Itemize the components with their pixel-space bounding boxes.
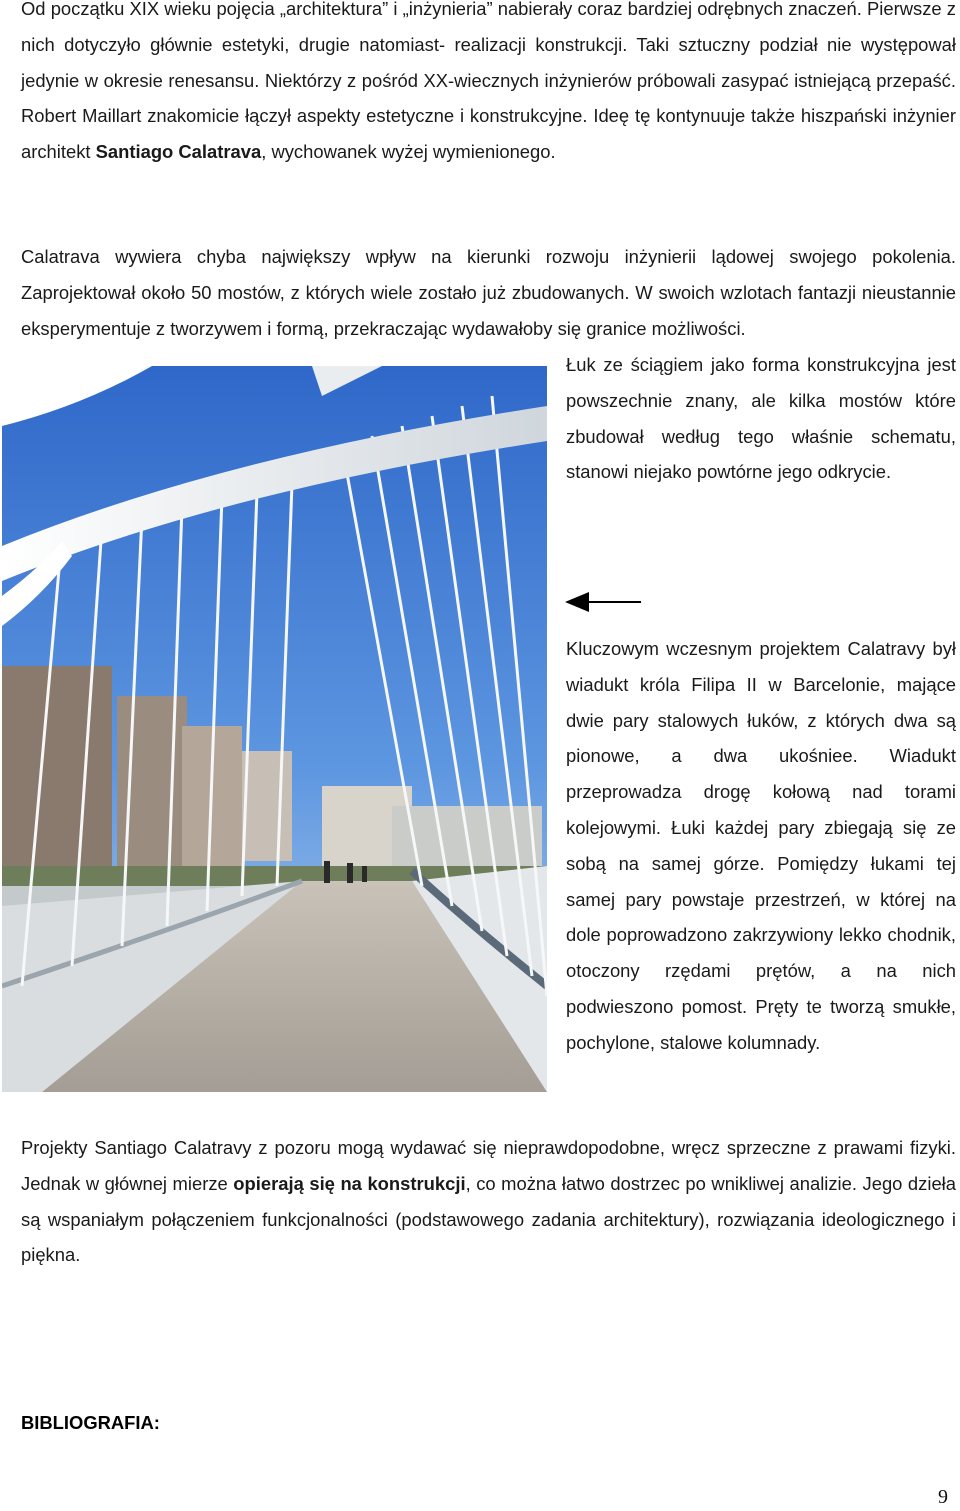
bibliography-heading: BIBLIOGRAFIA: bbox=[21, 1412, 160, 1433]
left-arrow-icon bbox=[565, 590, 641, 614]
arch-paragraph: Łuk ze ściągiem jako forma konstrukcyjna jest powszechnie znany, ale kilka mostów które zbudował według tego właśnie schematu, stanowi niejako powtórne jego odkrycie. bbox=[566, 354, 956, 483]
calatrava-name: Santiago Calatrava bbox=[95, 141, 262, 163]
summary-paragraph bbox=[21, 1130, 956, 1273]
summary-text-end: , co można łatwo dostrzec po wnikliwej analizie. Jego dzieła są wspaniałym połączeniem funkcjonalności (podstawowego zadania architektury), rozwiązania ideologicznego i piękna. bbox=[21, 1172, 956, 1266]
viaduct-paragraph: Kluczowym wczesnym projektem Calatravy był wiadukt króla Filipa II w Barcelonie, mające dwie pary stalowych łuków, z których dwa są pionowe, a dwa ukośniee. Wiadukt przeprowadza drogę kołową nad torami kolejowymi. Łuki każdej pary zbiegają się ze sobą na samej górze. Pomiędzy łukami tej samej pary powstaje przestrzeń, w której na dole poprowadzono zakrzywiony lekko chodnik, otoczony rzędami prętów, a na nich podwieszono pomost. Pręty te tworzą smukłe, pochylone, stalowe kolumnady. bbox=[566, 638, 956, 1053]
influence-paragraph: Calatrava wywiera chyba największy wpływ na kierunki rozwoju inżynierii lądowej swojego pokolenia. Zaprojektował około 50 mostów, z których wiele zostało już zbudowanych. W swoich wzlotach fantazji nieustannie eksperymentuje z tworzywem i formą, przekraczając wydawałoby się granice możliwości. bbox=[21, 246, 956, 339]
summary-bold: opierają się na konstrukcji bbox=[233, 1172, 466, 1194]
intro-paragraph bbox=[21, 0, 956, 170]
summary-text: Projekty Santiago Calatravy z pozoru mogą wydawać się nieprawdopodobne, wręcz sprzeczne z prawami fizyki. Jednak w głównej mierze bbox=[21, 1137, 956, 1194]
page-number: 9 bbox=[938, 1486, 948, 1508]
intro-text: Od początku XIX wieku pojęcia „architektura” i „inżynieria” nabierały coraz bardziej odrębnych znaczeń. Pierwsze z nich dotyczyło głównie estetyki, drugie natomiast- realizacji konstrukcji. Taki sztuczny podział nie występował jedynie w okresie renesansu. Niektórzy z pośród XX-wiecznych inżynierów próbowali zasypać istniejącą przepaść. Robert Maillart znakomicie łączył aspekty estetyczne i konstrukcyjne. Ideę tę kontynuuje także hiszpański inżynier architekt bbox=[21, 0, 956, 163]
intro-text-end: , wychowanek wyżej wymienionego. bbox=[261, 141, 556, 163]
bridge-photo bbox=[2, 366, 547, 1092]
